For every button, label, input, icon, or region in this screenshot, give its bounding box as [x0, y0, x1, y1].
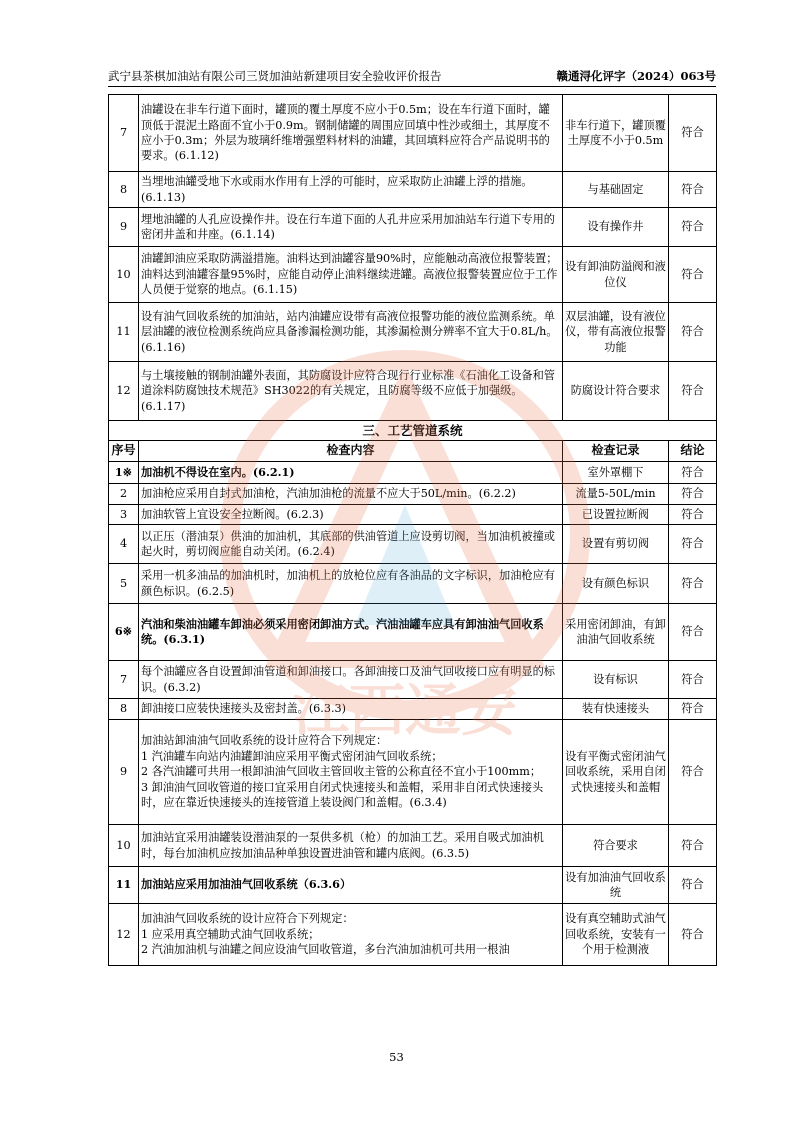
row-record: 已设置拉断阀	[563, 505, 669, 525]
row-record: 室外罩棚下	[563, 462, 669, 484]
table-row	[109, 825, 717, 867]
table-row	[109, 904, 717, 966]
row-result: 符合	[669, 172, 717, 208]
row-record: 装有快速接头	[563, 699, 669, 720]
row-record: 流量5-50L/min	[563, 484, 669, 505]
row-result: 符合	[669, 462, 717, 484]
header-result: 结论	[669, 441, 717, 462]
row-result: 符合	[669, 484, 717, 505]
row-result: 符合	[669, 661, 717, 699]
row-result: 符合	[669, 825, 717, 867]
table-row	[109, 505, 717, 525]
content-line: 2 汽油加油机与油罐之间应设油气回收管道，多台汽油加油机可共用一根油	[141, 943, 510, 957]
row-result: 符合	[669, 208, 717, 247]
table-row	[109, 362, 717, 421]
row-number: 8	[109, 172, 139, 208]
row-content: 加油站应采用加油油气回收系统（6.3.6）	[139, 867, 563, 904]
content-line: 加油站卸油油气回收系统的设计应符合下列规定：	[141, 734, 388, 748]
row-number: 5	[109, 564, 139, 604]
table-row	[109, 484, 717, 505]
table-row	[109, 661, 717, 699]
table-row	[109, 303, 717, 362]
content-line: 3 卸油油气回收管道的接口宜采用自闭式快速接头和盖帽，采用非自闭式快速接头时，应在靠近快速接头的连接管道上装设阀门和盖帽。(6.3.4)	[141, 780, 544, 810]
table-row	[109, 699, 717, 720]
report-number: 赣通浔化评字（2024）063号	[556, 69, 716, 83]
row-result: 符合	[669, 564, 717, 604]
content-line: 2 各汽油罐可共用一根卸油油气回收主管回收主管的公称直径不宜小于100mm；	[141, 765, 542, 779]
row-record: 采用密闭卸油，有卸油油气回收系统	[563, 604, 669, 661]
row-number: 2	[109, 484, 139, 505]
row-content: 加油站宜采用油罐装设潜油泵的一泵供多机（枪）的加油工艺。采用自吸式加油机时，每台加油机应按加油品种单独设置进油管和罐内底阀。(6.3.5)	[139, 825, 563, 867]
row-content: 汽油和柴油油罐车卸油必须采用密闭卸油方式。汽油油罐车应具有卸油油气回收系统。(6.3.1)	[139, 604, 563, 661]
table-row	[109, 525, 717, 564]
row-content	[139, 720, 563, 825]
row-record: 设有操作井	[563, 208, 669, 247]
row-content: 埋地油罐的人孔应设操作井。设在行车道下面的人孔井应采用加油站车行道下专用的密闭井盖和井座。(6.1.14)	[139, 208, 563, 247]
row-number: 7	[109, 661, 139, 699]
row-record: 与基础固定	[563, 172, 669, 208]
section-title: 三、工艺管道系统	[109, 421, 717, 441]
row-record: 设置有剪切阀	[563, 525, 669, 564]
column-header-row	[109, 441, 717, 462]
row-result: 符合	[669, 95, 717, 172]
row-content: 以正压（潜油泵）供油的加油机，其底部的供油管道上应设剪切阀，当加油机被撞或起火时，剪切阀应能自动关闭。(6.2.4)	[139, 525, 563, 564]
page-header	[108, 66, 716, 87]
row-content: 油罐设在非车行道下面时，罐顶的覆土厚度不应小于0.5m；设在车行道下面时，罐顶低于混泥土路面不宜小于0.9m。钢制储罐的周围应回填中性沙或细土，其厚度不应小于0.3m；外层为玻璃纤维增强塑料材料的油罐，其回填料应符合产品说明书的要求。(6.1.12)	[139, 95, 563, 172]
row-content: 油罐卸油应采取防满溢措施。油料达到油罐容量90%时，应能触动高液位报警装置；油料达到油罐容量95%时，应能自动停止油料继续进罐。高液位报警装置应位于工作人员便于觉察的地点。(6.1.15)	[139, 247, 563, 303]
row-number: 8	[109, 699, 139, 720]
row-result: 符合	[669, 303, 717, 362]
row-content: 采用一机多油品的加油机时，加油机上的放枪位应有各油品的文字标识，加油枪应有颜色标识。(6.2.5)	[139, 564, 563, 604]
content-line: 加油油气回收系统的设计应符合下列规定：	[141, 912, 354, 926]
row-number: 1※	[109, 462, 139, 484]
row-result: 符合	[669, 525, 717, 564]
row-record: 符合要求	[563, 825, 669, 867]
inspection-table-body	[109, 95, 717, 966]
header-content: 检查内容	[139, 441, 563, 462]
row-number: 11	[109, 867, 139, 904]
section-heading-row	[109, 421, 717, 441]
table-row	[109, 247, 717, 303]
content-line: 1 应采用真空辅助式油气回收系统；	[141, 927, 320, 941]
row-content: 卸油接口应装快速接头及密封盖。(6.3.3)	[139, 699, 563, 720]
row-number: 4	[109, 525, 139, 564]
row-content: 加油机不得设在室内。(6.2.1)	[139, 462, 563, 484]
row-content: 与土壤接触的钢制油罐外表面，其防腐设计应符合现行行业标准《石油化工设备和管道涂料防腐蚀技术规范》SH3022的有关规定，且防腐等级不应低于加强级。(6.1.17)	[139, 362, 563, 421]
row-record: 设有颜色标识	[563, 564, 669, 604]
inspection-table	[108, 94, 717, 966]
row-result: 符合	[669, 247, 717, 303]
row-number: 10	[109, 825, 139, 867]
row-record: 双层油罐，设有液位仪，带有高液位报警功能	[563, 303, 669, 362]
row-number: 7	[109, 95, 139, 172]
row-number: 9	[109, 208, 139, 247]
page-number: 53	[389, 1050, 404, 1064]
row-number: 3	[109, 505, 139, 525]
header-no: 序号	[109, 441, 139, 462]
row-content: 当埋地油罐受地下水或雨水作用有上浮的可能时，应采取防止油罐上浮的措施。(6.1.13)	[139, 172, 563, 208]
table-row	[109, 867, 717, 904]
row-record: 设有平衡式密闭油气回收系统，采用自闭式快速接头和盖帽	[563, 720, 669, 825]
row-record: 防腐设计符合要求	[563, 362, 669, 421]
content-line: 1 汽油罐车向站内油罐卸油应采用平衡式密闭油气回收系统；	[141, 749, 443, 763]
row-number: 12	[109, 362, 139, 421]
row-content	[139, 904, 563, 966]
row-number: 9	[109, 720, 139, 825]
table-row	[109, 564, 717, 604]
table-row	[109, 462, 717, 484]
row-record: 非车行道下，罐顶覆土厚度不小于0.5m	[563, 95, 669, 172]
row-content: 设有油气回收系统的加油站，站内油罐应设带有高液位报警功能的液位监测系统。单层油罐的液位检测系统尚应具备渗漏检测功能，其渗漏检测分辨率不宜大于0.8L/h。(6.1.16)	[139, 303, 563, 362]
row-record: 设有真空辅助式油气回收系统，安装有一个用于检测液	[563, 904, 669, 966]
row-number: 12	[109, 904, 139, 966]
row-result: 符合	[669, 505, 717, 525]
row-result: 符合	[669, 867, 717, 904]
row-content: 加油枪应采用自封式加油枪，汽油加油枪的流量不应大于50L/min。(6.2.2)	[139, 484, 563, 505]
row-result: 符合	[669, 904, 717, 966]
row-result: 符合	[669, 604, 717, 661]
row-number: 11	[109, 303, 139, 362]
row-result: 符合	[669, 362, 717, 421]
table-row	[109, 172, 717, 208]
row-record: 设有加油油气回收系统	[563, 867, 669, 904]
row-content: 加油软管上宜设安全拉断阀。(6.2.3)	[139, 505, 563, 525]
table-row	[109, 208, 717, 247]
table-row	[109, 604, 717, 661]
report-title: 武宁县茶棋加油站有限公司三贤加油站新建项目安全验收评价报告	[108, 69, 442, 83]
header-record: 检查记录	[563, 441, 669, 462]
row-result: 符合	[669, 720, 717, 825]
watermark-text: 江西通安	[293, 679, 517, 744]
table-row	[109, 720, 717, 825]
row-record: 设有卸油防溢阀和液位仪	[563, 247, 669, 303]
row-number: 6※	[109, 604, 139, 661]
row-number: 10	[109, 247, 139, 303]
row-record: 设有标识	[563, 661, 669, 699]
row-content: 每个油罐应各自设置卸油管道和卸油接口。各卸油接口及油气回收接口应有明显的标识。(6.3.2)	[139, 661, 563, 699]
table-row	[109, 95, 717, 172]
row-result: 符合	[669, 699, 717, 720]
